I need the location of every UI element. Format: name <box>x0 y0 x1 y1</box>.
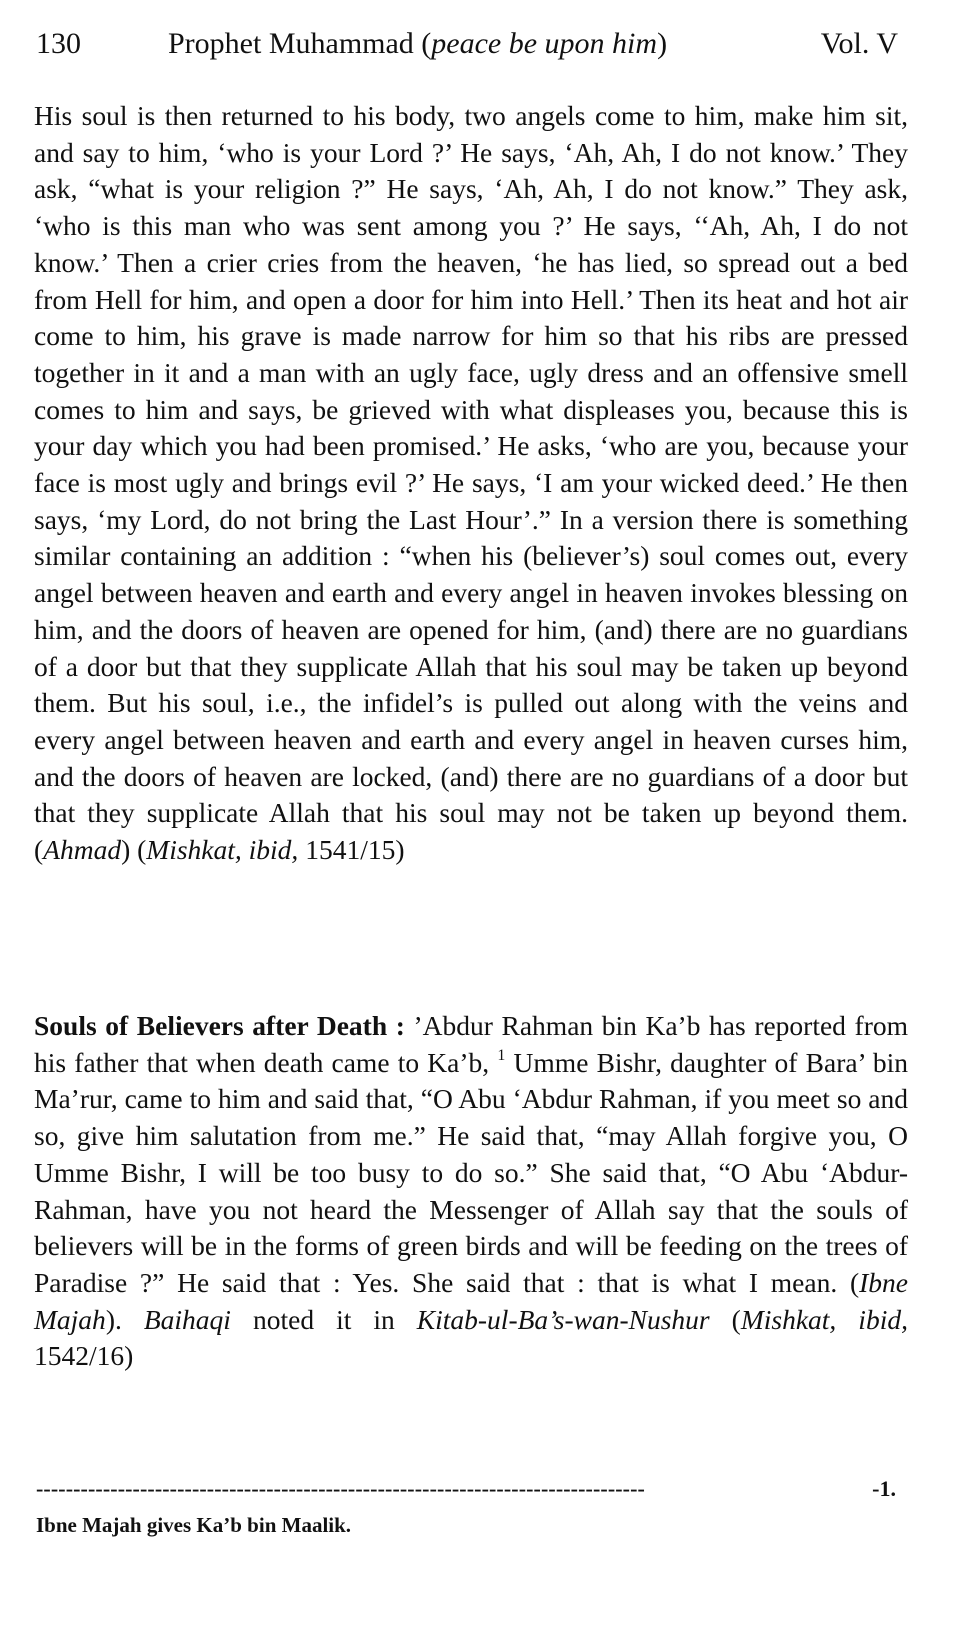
running-title-close: ) <box>657 27 668 60</box>
running-title-italic: peace be upon him <box>431 27 658 60</box>
page-number: 130 <box>36 27 81 60</box>
ref-ahmad: Ahmad <box>43 834 122 866</box>
paragraph-souls-of-believers <box>34 1008 908 1375</box>
ref-kitab: Kitab-ul-Ba’s-wan-Nushur <box>416 1303 710 1335</box>
footnote-dashes: ---------------------------------------------------------------------------------- <box>36 1476 645 1501</box>
paragraph-grave-narration <box>34 98 908 869</box>
ref-mishkat: Mishkat, ibid, <box>146 834 299 866</box>
running-title-main: Prophet Muhammad ( <box>168 27 432 60</box>
ref-paren-close: ) ( <box>121 834 147 866</box>
ref-ibne-majah: Ibne Majah <box>34 1266 908 1335</box>
ref-paren-open: ( <box>34 834 44 866</box>
page-header <box>36 22 898 66</box>
footnote-reference: 1 <box>497 1046 506 1064</box>
paragraph-text-f: 1542/16) <box>34 1340 134 1372</box>
volume-label: Vol. V <box>820 27 898 60</box>
footnote-text: Ibne Majah gives Ka’b bin Maalik. <box>36 1513 352 1537</box>
paragraph-text: His soul is then returned to his body, two angels come to him, make him sit, and say to him, ‘who is your Lord ?’ He says, ‘Ah, Ah, I do not know.’ They ask, “what is your religion ?” He says, ‘Ah, Ah, I do not know.” They ask, ‘who is this man who was sent among you ?’ He says, ‘‘Ah, Ah, I do not know.’ Then a crier cries from the heaven, ‘he has lied, so spread out a bed from Hell for him, and open a door for him into Hell.’ Then its heat and hot air come to him, his grave is made narrow for him so that his ribs are pressed together in it and a man with an ugly face, ugly dress and an offensive smell comes to him and says, be grieved with what displeases you, because this is your day which you had been promised.’ He asks, ‘who are you, because your face is most ugly and brings evil ?’ He says, ‘I am your wicked deed.’ He then says, ‘my Lord, do not bring the Last Hour’.” In a version there is something similar containing an addition : “when his (believer’s) soul comes out, every angel between heaven and earth and every angel in heaven invokes blessing on him, and the doors of heaven are opened for him, (and) there are no guardians of a door but that they supplicate Allah that his soul may be taken up beyond them. But his soul, i.e., the infidel’s is pulled out along with the veins and every angel between heaven and earth and every angel in heaven curses him, and the doors of heaven are locked, (and) there are no guardians of a door but that they supplicate Allah that his soul may not be taken up beyond them. <box>34 100 908 829</box>
paragraph-text-c: ). <box>105 1303 144 1335</box>
ref-mishkat-2: Mishkat, ibid, <box>740 1303 908 1335</box>
ref-baihaqi: Baihaqi <box>143 1303 231 1335</box>
ref-number: 1541/15) <box>298 834 405 866</box>
footnote-separator <box>36 1474 896 1504</box>
paragraph-text-e: ( <box>709 1303 741 1335</box>
footnote-marker: -1. <box>870 1474 896 1504</box>
paragraph-text-b: Umme Bishr, daughter of Bara’ bin Ma’rur, came to him and said that, “O Abu ‘Abdur Rahman, if you meet so and so, give him salutation from me.” He said that, “may Allah forgive you, O Umme Bishr, I will be too busy to do so.” She said that, “O Abu ‘Abdur-Rahman, have you not heard the Messenger of Allah say that the souls of believers will be in the forms of green birds and will be feeding on the trees of Paradise ?” He said that : Yes. She said that : that is what I mean. ( <box>34 1046 909 1298</box>
paragraph-text-a: ’Abdur Rahman bin Ka’b has reported from his father that when death came to Ka’b, <box>34 1010 908 1078</box>
paragraph-text-d: noted it in <box>230 1303 417 1335</box>
section-heading: Souls of Believers after Death : <box>34 1010 405 1041</box>
running-title <box>168 22 667 66</box>
